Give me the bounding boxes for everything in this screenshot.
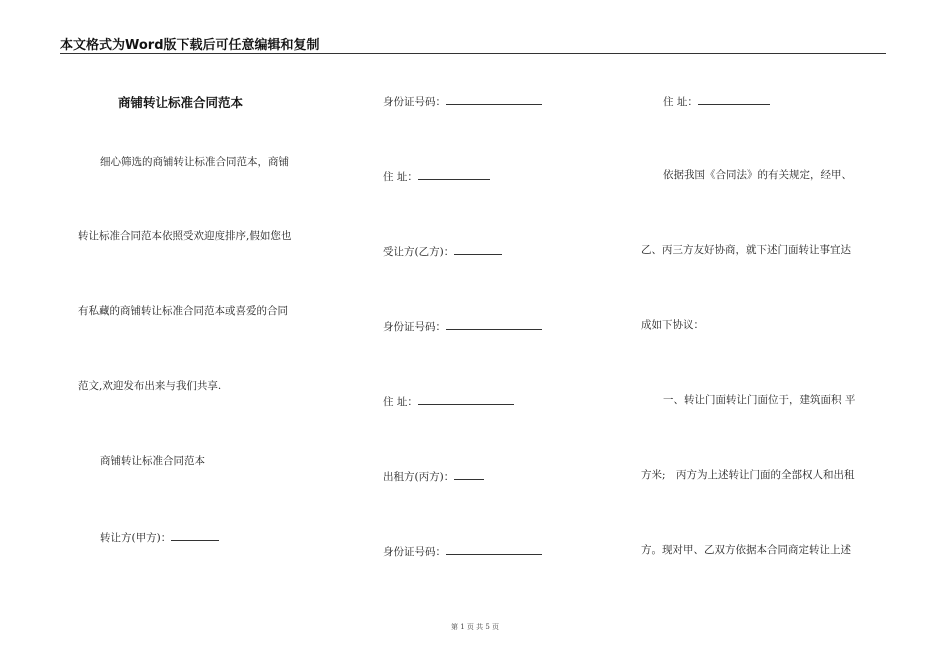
document-header [60, 36, 886, 54]
blank-field [171, 529, 219, 541]
id-number-line [383, 318, 542, 334]
document-title: 商铺转让标准合同范本 [118, 95, 244, 110]
lessor-line [383, 468, 484, 484]
transferor-label: 转让方(甲方)： [100, 532, 172, 544]
blank-field [454, 468, 484, 480]
blank-field [418, 393, 514, 405]
paragraph-line: 成如下协议： [641, 319, 704, 331]
header-text: 本文格式为Word版下载后可任意编辑和复制 [60, 38, 320, 53]
address-line [663, 93, 770, 109]
paragraph-line: 有私藏的商铺转让标准合同范本或喜爱的合同 [78, 305, 288, 317]
page-number: 第 1 页 共 5 页 [450, 623, 500, 631]
address-line [383, 168, 490, 184]
paragraph-line: 依据我国《合同法》的有关规定，经甲、 [663, 169, 852, 181]
transferee-label: 受让方(乙方)： [383, 246, 455, 258]
paragraph-line: 细心筛选的商铺转让标准合同范本，商铺 [100, 156, 289, 168]
blank-field [418, 168, 490, 180]
lessor-label: 出租方(丙方)： [383, 471, 455, 483]
paragraph-line: 方。现对甲、乙双方依据本合同商定转让上述 [641, 544, 851, 556]
blank-field [446, 93, 542, 105]
paragraph-line: 方米; 丙方为上述转让门面的全部权人和出租 [641, 469, 855, 481]
address-label: 住 址： [383, 171, 418, 183]
address-label: 住 址： [663, 96, 698, 108]
address-line [383, 393, 514, 409]
id-number-label: 身份证号码： [383, 546, 446, 558]
transferor-line [100, 529, 219, 545]
blank-field [446, 318, 542, 330]
paragraph-line: 一、转让门面转让门面位于，建筑面积 平 [663, 394, 856, 406]
subtitle-line: 商铺转让标准合同范本 [100, 455, 205, 467]
blank-field [446, 543, 542, 555]
paragraph-line: 范文,欢迎发布出来与我们共享. [78, 380, 222, 392]
transferee-line [383, 243, 502, 259]
blank-field [454, 243, 502, 255]
blank-field [698, 93, 770, 105]
id-number-line [383, 543, 542, 559]
paragraph-line: 乙、丙三方友好协商，就下述门面转让事宜达 [641, 244, 851, 256]
id-number-label: 身份证号码： [383, 96, 446, 108]
id-number-label: 身份证号码： [383, 321, 446, 333]
paragraph-line: 转让标准合同范本依照受欢迎度排序,假如您也 [78, 230, 292, 242]
id-number-line [383, 93, 542, 109]
address-label: 住 址： [383, 396, 418, 408]
